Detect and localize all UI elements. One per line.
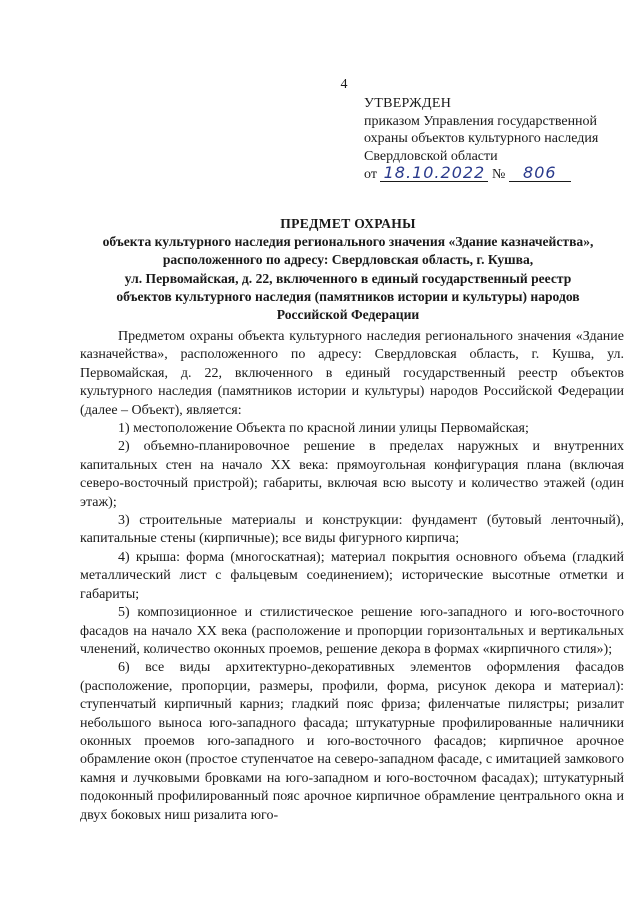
handwritten-order-number: 806	[509, 165, 571, 182]
title-line: объекта культурного наследия регионального значения «Здание казначейства»,	[102, 234, 594, 250]
list-item-1: 1) местоположение Объекта по красной линии улицы Первомайская;	[118, 421, 529, 437]
approved-label: УТВЕРЖДЕН	[364, 96, 452, 111]
list-item-5: 5) композиционное и стилистическое решение юго-западного и юго-восточного фасадов на начало XX века (расположение и пропорции горизонтальных и вертикальных членений, количество оконных проемов, решение декора в формах «кирпичного стиля»);	[80, 605, 624, 657]
list-item-3: 3) строительные материалы и конструкции: фундамент (бутовый ленточный), капитальные стены (кирпичные); все виды фигурного кирпича;	[80, 513, 624, 547]
from-label: от	[364, 167, 377, 183]
handwritten-date: 18.10.2022	[380, 165, 488, 182]
document-body	[80, 328, 624, 825]
approval-stamp-block	[364, 95, 626, 184]
document-heading: ПРЕДМЕТ ОХРАНЫ	[280, 216, 416, 231]
list-item-6: 6) все виды архитектурно-декоративных элементов оформления фасадов (расположение, пропорции, размеры, профили, форма, рисунок декора и материал): ступенчатый кирпичный карниз; гладкий пояс фриза; филенчатые пилястры; ризалит небольшого выноса юго-западного фасада; штукатурные профилированные наличники оконных проемов юго-западного и юго-восточного фасадов; кирпичное арочное обрамление окон (простое ступенчатое на северо-западном фасаде, с имитацией замкового камня и лучковыми бровками на юго-западном и юго-восточном фасадах); штукатурный подоконный профилированный пояс арочное кирпичное обрамление центрального окна и двух боковых ниш ризалита юго-	[80, 660, 624, 823]
intro-paragraph: Предметом охраны объекта культурного наследия регионального значения «Здание казначейства», расположенного по адресу: Свердловская область, г. Кушва, ул. Первомайская, д. 22, включенного в единый государственный реестр объектов культурного наследия (памятников истории и культуры) народов Российской Федерации (далее – Объект), является:	[80, 329, 624, 418]
approval-date-number-row	[364, 165, 626, 184]
approval-line-2: охраны объектов культурного наследия	[364, 131, 599, 147]
title-line: расположенного по адресу: Свердловская область, г. Кушва,	[162, 252, 534, 268]
approval-line-1: приказом Управления государственной	[364, 113, 598, 129]
title-line: ул. Первомайская, д. 22, включенного в единый государственный реестр	[124, 270, 572, 286]
document-title-block	[80, 215, 616, 324]
title-line: Российской Федерации	[276, 307, 420, 323]
page-number: 4	[340, 77, 348, 92]
number-sign: №	[491, 167, 506, 183]
list-item-4: 4) крыша: форма (многоскатная); материал покрытия основного объема (гладкий металлический лист с фальцевым соединением); исторические высотные отметки и габариты;	[80, 549, 624, 602]
title-line: объектов культурного наследия (памятников истории и культуры) народов	[116, 288, 580, 304]
approval-line-3: Свердловской области	[364, 148, 498, 164]
list-item-2: 2) объемно-планировочное решение в пределах наружных и внутренних капитальных стен на начало XX века: прямоугольная конфигурация плана (включая северо-восточный пристрой); габариты, включая всю высоту и количество этажей (один этаж);	[80, 439, 624, 510]
